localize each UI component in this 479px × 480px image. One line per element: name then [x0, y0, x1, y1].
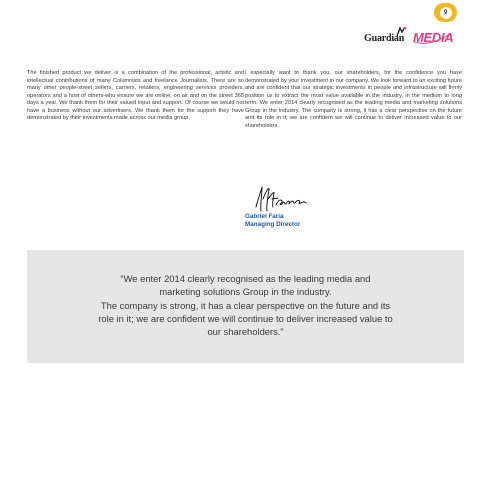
quote-line: role in it; we are confident we will continue to deliver increased value to [98, 312, 393, 324]
logo-guardian-text: Guardian [364, 33, 405, 44]
logo-swoosh-icon [362, 26, 454, 46]
body-text-left-column: The finished product we deliver is a combination of the professional, artistic and intellectual contributions of many Columnists and freelance Journalists. There are so many other people-street sellers, carriers, retailers, engineering services providers, operators and a host of others-who ensure we are online, on air and on the street 365 days a year. We thank them for their valued input and support. Of course we would not have a business without our advertisers. We thank them for the support they have demonstrated by their investments made across our media group. [27, 70, 244, 121]
signatory-title: Managing Director [245, 221, 301, 228]
body-text-right-column: I especially want to thank you, our shareholders, for the confidence you have demonstrated by your investment in our company. We look forward to an exciting future and are confident that our strategic investments in people and infrastructure will firmly position us to extract the most value available in the industry, in the medium to long term. We enter 2014 clearly recognised as the leading media and marketing solutions Group in the industry. The company is strong, it has a clear perspective on the future and its role in it; we are confident we will continue to deliver increased value to our shareholders. [245, 70, 462, 129]
page-number-badge [434, 3, 457, 22]
quote-line: The company is strong, it has a clear perspective on the future and its [100, 299, 391, 311]
pull-quote [35, 272, 456, 338]
signature-icon [252, 185, 332, 215]
quote-line: marketing solutions Group in the industry. [159, 286, 332, 298]
quote-line: our shareholders.” [207, 326, 284, 338]
signatory-name: Gabriel Faria [245, 213, 284, 220]
logo-media-text: MEDIA [413, 30, 454, 45]
quote-line: “We enter 2014 clearly recognised as the leading media and [120, 273, 371, 284]
page-number: 9 [440, 7, 452, 19]
guardian-media-logo [362, 26, 454, 46]
pull-quote-box [27, 250, 464, 363]
